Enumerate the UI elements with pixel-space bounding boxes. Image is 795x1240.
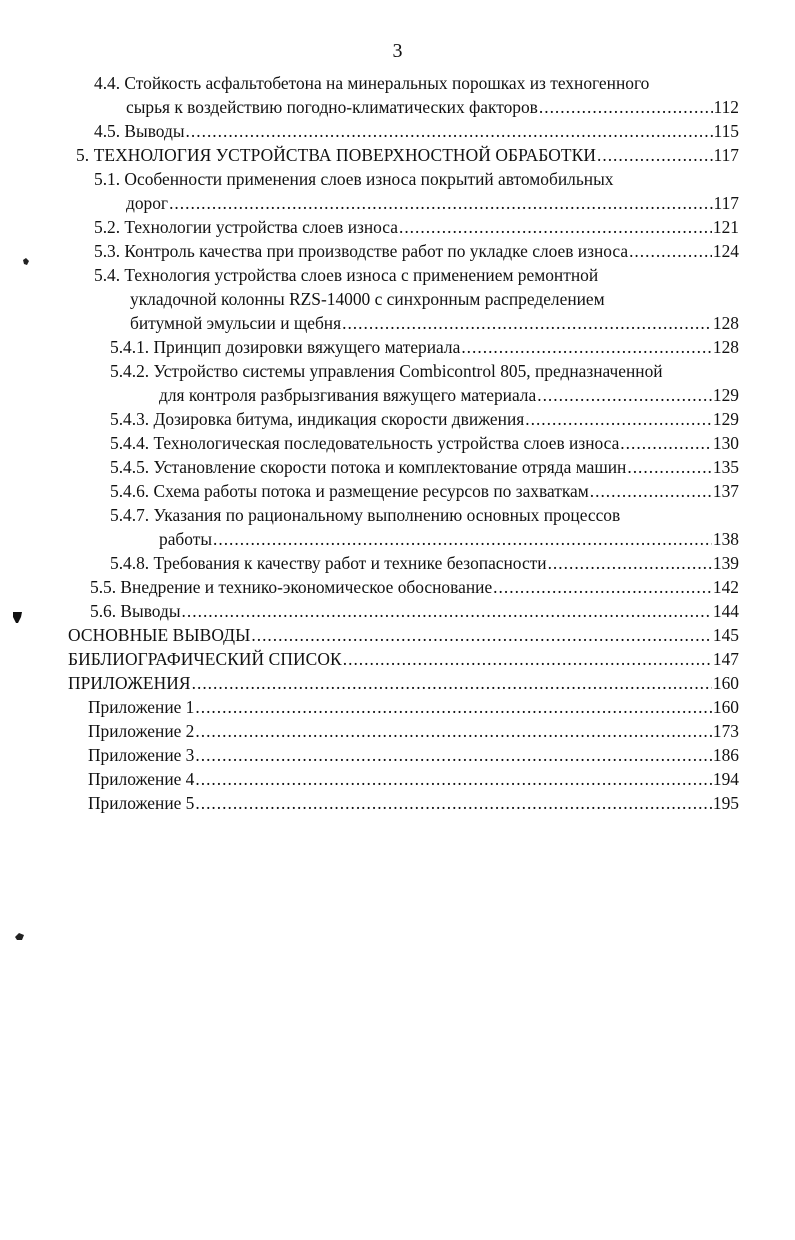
toc-entry-text: БИБЛИОГРАФИЧЕСКИЙ СПИСОК xyxy=(68,649,342,669)
toc-entry-text: 5.4.6. Схема работы потока и размещение ресурсов по захваткам xyxy=(110,481,589,501)
toc-entry-text: Приложение 2 xyxy=(88,721,195,741)
toc-page-number: 160 xyxy=(712,697,739,717)
leader-dots xyxy=(629,239,712,263)
toc-entry-5-2 xyxy=(0,215,795,239)
toc-page-number: 145 xyxy=(712,625,739,645)
toc-page-number: 186 xyxy=(712,745,739,765)
scan-speck xyxy=(12,611,23,624)
toc-entry-text: 5.4.5. Установление скорости потока и комплектование отряда машин xyxy=(110,457,627,477)
toc-entry-text: 5. ТЕХНОЛОГИЯ УСТРОЙСТВА ПОВЕРХНОСТНОЙ ОБРАБОТКИ xyxy=(76,145,597,165)
leader-dots xyxy=(343,647,712,671)
toc-page-number: 137 xyxy=(712,481,739,501)
leader-dots xyxy=(251,623,712,647)
table-of-contents xyxy=(0,71,795,815)
toc-entry-text: дорог xyxy=(126,193,169,213)
toc-entry-text: 5.4.4. Технологическая последовательность устройства слоев износа xyxy=(110,433,620,453)
toc-page-number: 117 xyxy=(713,193,739,213)
toc-entry-5-4-4 xyxy=(0,431,795,455)
toc-entry-5-4-1 xyxy=(0,335,795,359)
leader-dots xyxy=(461,335,712,359)
page-number: 3 xyxy=(392,40,403,62)
scan-speck xyxy=(22,255,30,263)
toc-entry-text: работы xyxy=(159,529,213,549)
toc-page-number: 129 xyxy=(712,409,739,429)
leader-dots xyxy=(399,215,712,239)
leader-dots xyxy=(525,407,712,431)
toc-entry-text: 5.2. Технологии устройства слоев износа xyxy=(94,217,398,237)
toc-page-number: 129 xyxy=(712,385,739,405)
toc-entry-appendix-3 xyxy=(0,743,795,767)
toc-page-number: 128 xyxy=(712,313,739,333)
toc-page-number: 138 xyxy=(712,529,739,549)
toc-page-number: 135 xyxy=(712,457,739,477)
toc-entry-text: 5.4.2. Устройство системы управления Combicontrol 805, предназначенной xyxy=(110,361,663,381)
leader-dots xyxy=(342,311,712,335)
toc-entry-5-3 xyxy=(0,239,795,263)
toc-entry-text: 4.5. Выводы xyxy=(94,121,185,141)
toc-entry-text: 4.4. Стойкость асфальтобетона на минеральных порошках из техногенного xyxy=(94,73,650,93)
toc-entry-5-4-6 xyxy=(0,479,795,503)
toc-page-number: 128 xyxy=(712,337,739,357)
toc-entry-appendix-2 xyxy=(0,719,795,743)
toc-entry-appendices xyxy=(0,671,795,695)
toc-page-number: 142 xyxy=(712,577,739,597)
toc-page-number: 195 xyxy=(712,793,739,813)
toc-entry-5-1 xyxy=(0,167,795,215)
toc-entry-5-4-3 xyxy=(0,407,795,431)
toc-entry-5-4 xyxy=(0,263,795,335)
toc-entry-bibliography xyxy=(0,647,795,671)
toc-entry-text: ОСНОВНЫЕ ВЫВОДЫ xyxy=(68,625,251,645)
toc-entry-text: 5.4.3. Дозировка битума, индикация скорости движения xyxy=(110,409,525,429)
toc-entry-text: сырья к воздействию погодно-климатических факторов xyxy=(126,97,538,117)
toc-page-number: 121 xyxy=(712,217,739,237)
leader-dots xyxy=(195,767,712,791)
toc-entry-4-4 xyxy=(0,71,795,119)
toc-entry-5-4-5 xyxy=(0,455,795,479)
leader-dots xyxy=(548,551,712,575)
leader-dots xyxy=(169,191,712,215)
toc-entry-text: 5.1. Особенности применения слоев износа покрытий автомобильных xyxy=(94,169,614,189)
toc-entry-text: битумной эмульсии и щебня xyxy=(130,313,342,333)
toc-entry-text: 5.3. Контроль качества при производстве работ по укладке слоев износа xyxy=(94,241,629,261)
leader-dots xyxy=(195,695,712,719)
toc-page-number: 173 xyxy=(712,721,739,741)
toc-page-number: 144 xyxy=(712,601,739,621)
toc-entry-appendix-1 xyxy=(0,695,795,719)
toc-page-number: 130 xyxy=(712,433,739,453)
toc-page-number: 194 xyxy=(712,769,739,789)
toc-entry-text: Приложение 3 xyxy=(88,745,195,765)
toc-entry-text: Приложение 5 xyxy=(88,793,195,813)
toc-page-number: 112 xyxy=(713,97,739,117)
toc-entry-chapter-5 xyxy=(0,143,795,167)
toc-entry-text: Приложение 4 xyxy=(88,769,195,789)
toc-page-number: 139 xyxy=(712,553,739,573)
toc-entry-5-5 xyxy=(0,575,795,599)
leader-dots xyxy=(195,743,712,767)
toc-entry-text: 5.4.8. Требования к качеству работ и технике безопасности xyxy=(110,553,547,573)
toc-entry-text: для контроля разбрызгивания вяжущего материала xyxy=(159,385,537,405)
leader-dots xyxy=(539,95,713,119)
leader-dots xyxy=(620,431,712,455)
leader-dots xyxy=(195,719,712,743)
leader-dots xyxy=(182,599,712,623)
toc-entry-text: Приложение 1 xyxy=(88,697,195,717)
toc-entry-main-conclusions xyxy=(0,623,795,647)
toc-entry-5-6 xyxy=(0,599,795,623)
toc-entry-appendix-4 xyxy=(0,767,795,791)
leader-dots xyxy=(195,791,712,815)
toc-entry-4-5 xyxy=(0,119,795,143)
leader-dots xyxy=(590,479,712,503)
leader-dots xyxy=(493,575,712,599)
toc-entry-5-4-2 xyxy=(0,359,795,407)
toc-entry-5-4-7 xyxy=(0,503,795,551)
leader-dots xyxy=(186,119,713,143)
toc-entry-text: 5.4. Технология устройства слоев износа с применением ремонтной xyxy=(94,265,599,285)
leader-dots xyxy=(627,455,712,479)
toc-entry-appendix-5 xyxy=(0,791,795,815)
leader-dots xyxy=(597,143,713,167)
toc-entry-text: ПРИЛОЖЕНИЯ xyxy=(68,673,191,693)
toc-entry-text: укладочной колонны RZS-14000 с синхронным распределением xyxy=(130,289,605,309)
toc-entry-5-4-8 xyxy=(0,551,795,575)
toc-page-number: 115 xyxy=(713,121,739,141)
leader-dots xyxy=(192,671,712,695)
toc-entry-text: 5.4.7. Указания по рациональному выполнению основных процессов xyxy=(110,505,621,525)
toc-entry-text: 5.6. Выводы xyxy=(90,601,181,621)
leader-dots xyxy=(213,527,712,551)
toc-page-number: 117 xyxy=(713,145,739,165)
toc-page-number: 160 xyxy=(712,673,739,693)
toc-entry-text: 5.5. Внедрение и технико-экономическое обоснование xyxy=(90,577,493,597)
scan-speck xyxy=(15,930,25,939)
toc-entry-text: 5.4.1. Принцип дозировки вяжущего материала xyxy=(110,337,461,357)
toc-page-number: 147 xyxy=(712,649,739,669)
toc-page-number: 124 xyxy=(712,241,739,261)
leader-dots xyxy=(537,383,712,407)
